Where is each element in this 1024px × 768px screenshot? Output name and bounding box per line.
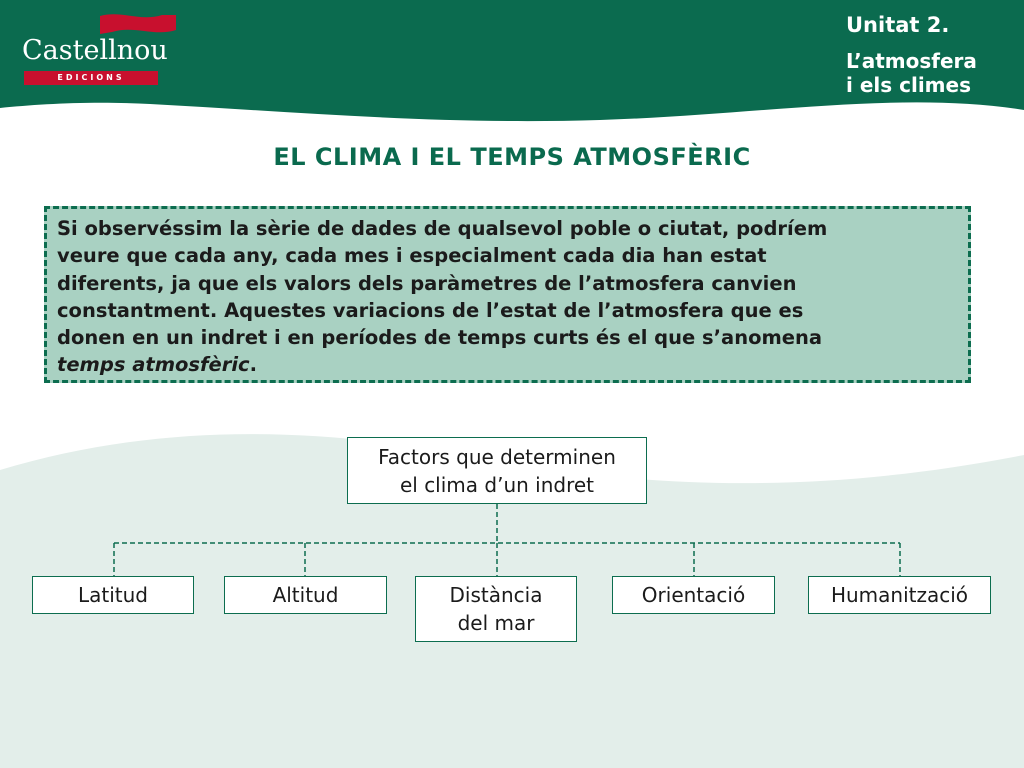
intro-line: Si observéssim la sèrie de dades de qualsevol poble o ciutat, podríem [57,217,828,240]
unit-title: Unitat 2. [846,13,950,37]
factor-label: Humanització [830,583,969,607]
factor-latitud [32,576,194,614]
root-factors-box [347,437,647,504]
intro-term: temps atmosfèric [57,353,250,377]
intro-line: donen en un indret i en períodes de temps curts és el que s’anomena [57,326,823,350]
factor-label: Distància [449,583,543,607]
factor-orientacio [612,576,775,614]
intro-line: diferents, ja que els valors dels paràmetres de l’atmosfera canvien [57,271,797,295]
unit-subtitle-line: i els climes [846,73,971,97]
logo-wordmark: Castellnou [22,35,168,66]
root-line: el clima d’un indret [399,472,595,497]
logo-tagline: EDICIONS [24,71,158,85]
factor-distancia-del-mar [415,576,577,642]
unit-subtitle-line: L’atmosfera [846,49,977,73]
intro-term-end: . [249,353,258,377]
root-line: Factors que determinen [378,444,616,469]
factor-label: Orientació [641,583,746,607]
page-title: EL CLIMA I EL TEMPS ATMOSFÈRIC [273,143,751,171]
intro-line: veure que cada any, cada mes i especialment cada dia han estat [57,244,767,268]
factor-label: del mar [457,611,535,635]
factor-humanitzacio [808,576,991,614]
factor-altitud [224,576,387,614]
factor-label: Altitud [272,583,339,607]
intro-line: constantment. Aquestes variacions de l’estat de l’atmosfera que es [57,298,804,322]
factor-label: Latitud [77,583,148,607]
